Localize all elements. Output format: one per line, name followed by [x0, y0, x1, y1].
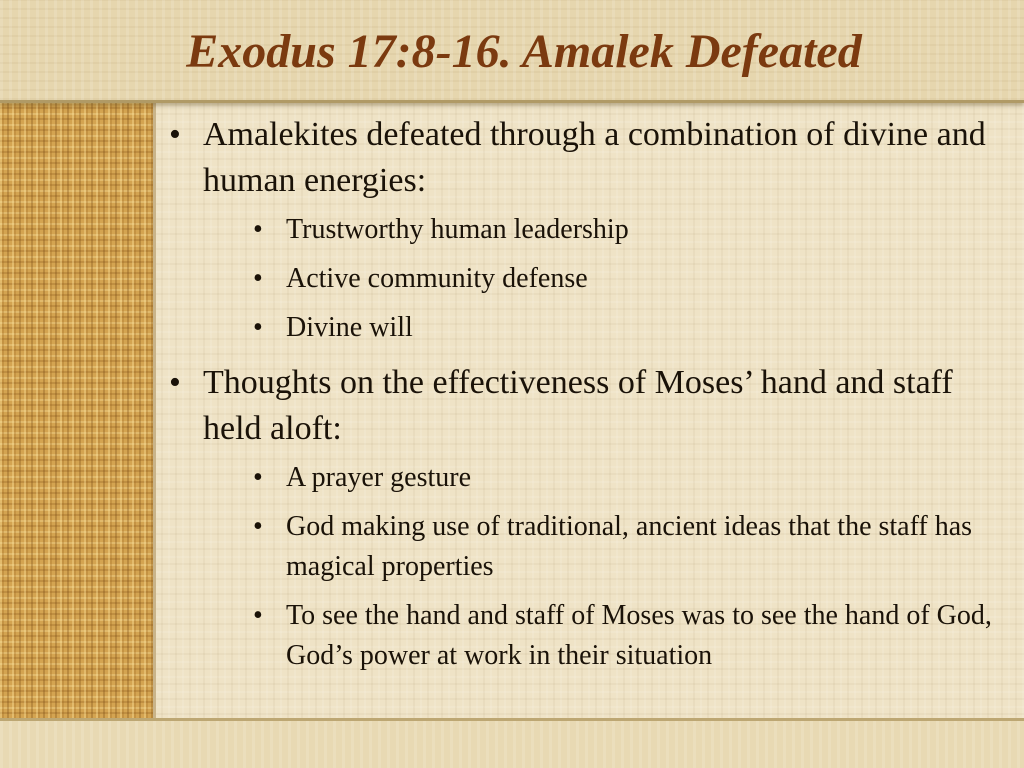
sub-bullet-marker: • [253, 263, 263, 294]
sub-bullet-marker: • [253, 214, 263, 245]
bullet-marker: • [169, 364, 181, 401]
sub-bullet-list [203, 210, 1010, 348]
sub-bullet-list [203, 458, 1010, 676]
slide-content [165, 112, 1010, 688]
sub-bullet-text: Divine will [286, 312, 413, 343]
bullet-item [165, 112, 1010, 348]
bottom-band [0, 718, 1024, 768]
sub-bullet-item [203, 596, 1010, 676]
bullet-text: Amalekites defeated through a combination of divine and human energies: [203, 116, 986, 199]
sub-bullet-item [203, 308, 1010, 348]
sub-bullet-text: Trustworthy human leadership [286, 214, 629, 245]
sub-bullet-text: To see the hand and staff of Moses was to see the hand of God, God’s power at work in their situation [286, 600, 992, 671]
sub-bullet-item [203, 210, 1010, 250]
title-band [0, 0, 1024, 103]
sub-bullet-marker: • [253, 312, 263, 343]
sub-bullet-item [203, 259, 1010, 299]
slide-title: Exodus 17:8-16. Amalek Defeated [186, 25, 862, 78]
bullet-list [165, 112, 1010, 676]
bullet-item [165, 360, 1010, 676]
sub-bullet-marker: • [253, 600, 263, 631]
sub-bullet-marker: • [253, 462, 263, 493]
sub-bullet-text: A prayer gesture [286, 462, 472, 493]
sub-bullet-item [203, 507, 1010, 587]
sub-bullet-item [203, 458, 1010, 498]
sub-bullet-marker: • [253, 511, 263, 542]
decorative-left-panel [0, 100, 156, 720]
bullet-marker: • [169, 116, 181, 153]
bullet-text: Thoughts on the effectiveness of Moses’ hand and staff held aloft: [203, 364, 953, 447]
sub-bullet-text: God making use of traditional, ancient ideas that the staff has magical properties [286, 511, 973, 582]
sub-bullet-text: Active community defense [286, 263, 588, 294]
